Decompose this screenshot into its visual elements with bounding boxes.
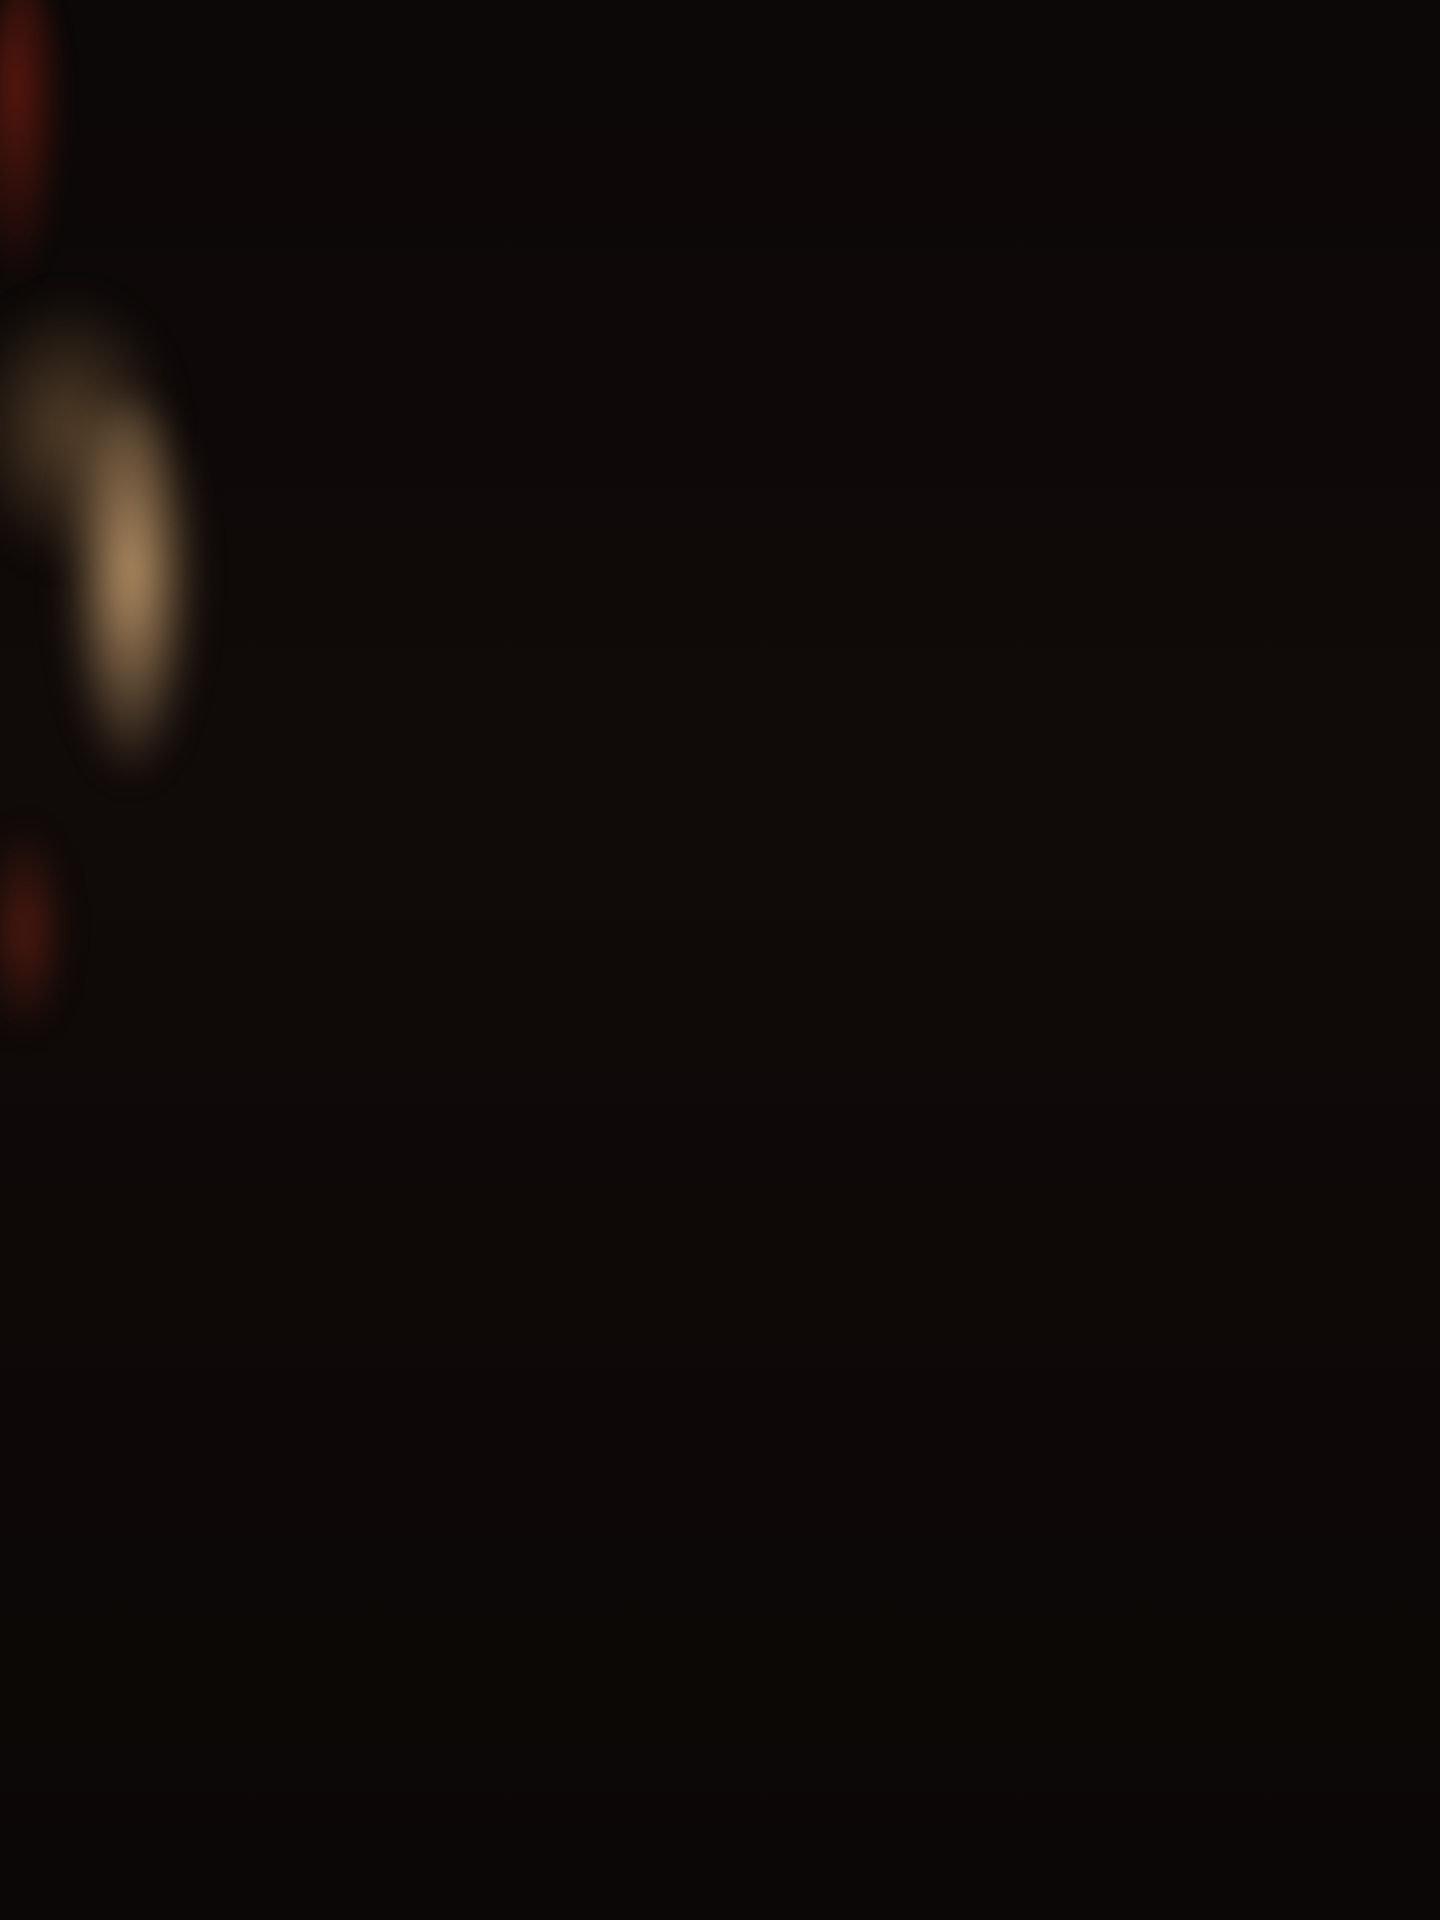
hand-holding-paper: [0, 425, 210, 1920]
